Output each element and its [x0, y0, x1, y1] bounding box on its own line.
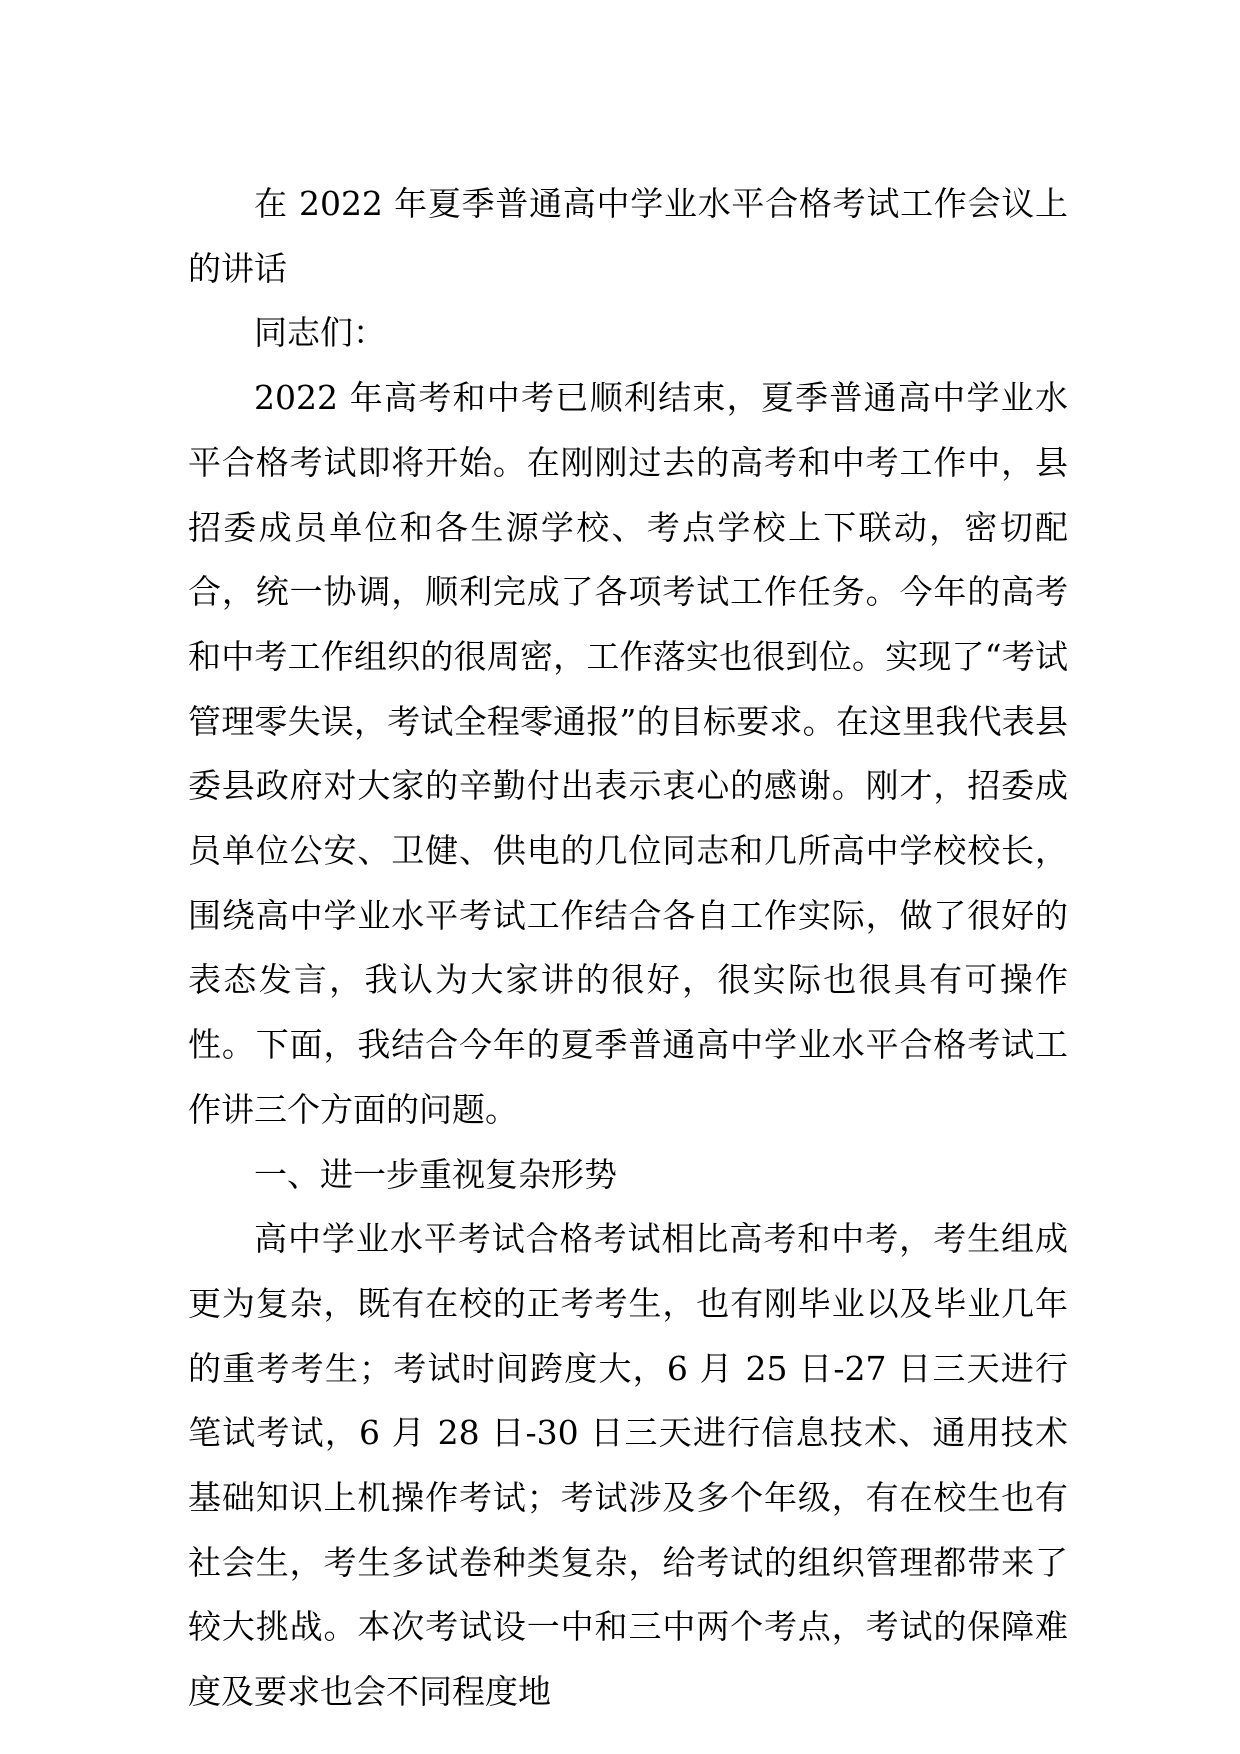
document-title: 在 2022 年夏季普通高中学业水平合格考试工作会议上的讲话	[188, 184, 1068, 288]
section-heading: 一、进一步重视复杂形势	[254, 1154, 617, 1194]
body-paragraph-1: 2022 年高考和中考已顺利结束，夏季普通高中学业水平合格考试即将开始。在刚刚过去的高考和中考工作中，县招委成员单位和各生源学校、考点学校上下联动，密切配合，统一协调，顺利完成了各项考试工作任务。今年的高考和中考工作组织的很周密，工作落实也很到位。实现了“考试管理零失误，考试全程零通报”的目标要求。在这里我代表县委县政府对大家的辛勤付出表示衷心的感谢。刚才，招委成员单位公安、卫健、供电的几位同志和几所高中学校校长，围绕高中学业水平考试工作结合各自工作实际，做了很好的表态发言，我认为大家讲的很好，很实际也很具有可操作性。下面，我结合今年的夏季普通高中学业水平合格考试工作讲三个方面的问题。	[188, 378, 1068, 1129]
section-paragraph-1: 高中学业水平考试合格考试相比高考和中考，考生组成更为复杂，既有在校的正考考生，也有刚毕业以及毕业几年的重考考生；考试时间跨度大，6 月 25 日-27 日三天进行笔试考试，6 月 28 日-30 日三天进行信息技术、通用技术基础知识上机操作考试；考试涉及多个年级，有在校生也有社会生，考生多试卷种类复杂，给考试的组织管理都带来了较大挑战。本次考试设一中和三中两个考点，考试的保障难度及要求也会不同程度地	[188, 1219, 1068, 1712]
document-body	[188, 172, 1068, 1725]
salutation: 同志们：	[254, 313, 386, 353]
